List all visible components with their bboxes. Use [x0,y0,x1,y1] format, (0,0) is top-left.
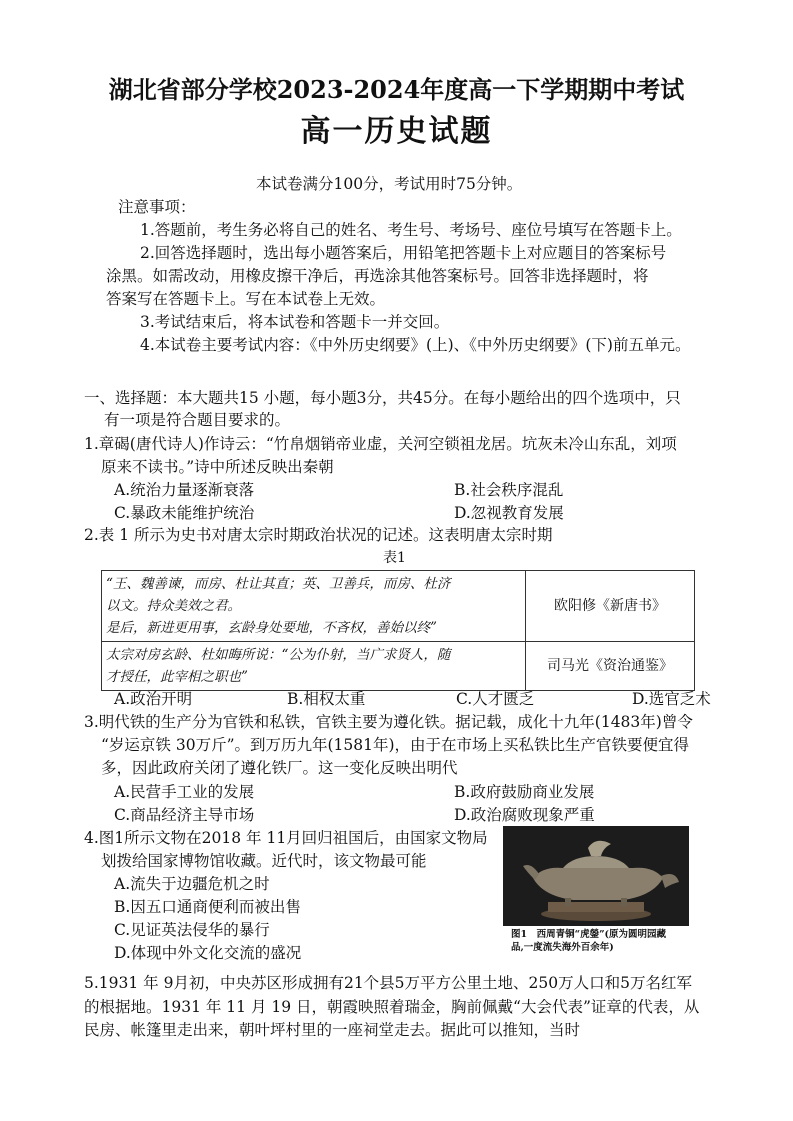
q3-option-a: A.民营手工业的发展 [114,783,255,801]
q2-stem: 2.表 1 所示为史书对唐太宗时期政治状况的记述。这表明唐太宗时期 [84,526,553,544]
q3-stem: 3.明代铁的生产分为官铁和私铁，官铁主要为遵化铁。据记载，成化十九年(1483年)曾令 [84,713,693,731]
exam-title: 湖北省部分学校2023-2024年度高一下学期期中考试 [108,75,685,104]
q3-option-c: C.商品经济主导市场 [114,806,255,824]
q2-option-a: A.政治开明 [114,690,193,708]
notice-item-2: 2.回答选择题时，选出每小题答案后，用铅笔把答题卡上对应题目的答案标号 [140,244,667,262]
table-cell-source: 欧阳修《新唐书》 [526,571,695,642]
q4-option-a: A.流失于边疆危机之时 [114,875,270,893]
quote-line: 才授任，此宰相之职也” [106,669,248,685]
table-cell-source: 司马光《资治通鉴》 [526,642,695,691]
q4-option-d: D.体现中外文化交流的盛况 [114,944,302,962]
table-row [102,642,695,691]
q1-option-b: B.社会秩序混乱 [454,481,564,499]
notice-item-2-cont: 涂黑。如需改动，用橡皮擦干净后，再选涂其他答案标号。回答非选择题时，将 [106,267,649,285]
notice-item-1: 1.答题前，考生务必将自己的姓名、考生号、考场号、座位号填写在答题卡上。 [140,221,682,239]
q1-stem-cont: 原来不读书。”诗中所述反映出秦朝 [101,458,334,476]
q2-option-b: B.相权太重 [287,690,366,708]
q2-option-c: C.人才匮乏 [456,690,535,708]
bronze-artifact-image [503,826,689,926]
table-title: 表1 [383,550,406,566]
q4-option-c: C.见证英法侵华的暴行 [114,921,270,939]
history-table [101,570,695,691]
q5-stem: 5.1931 年 9月初，中央苏区形成拥有21个县5万平方公里土地、250万人口和5万名红军 [84,974,692,992]
q2-option-d: D.选官乏术 [632,690,711,708]
q3-stem-end: 多，因此政府关闭了遵化铁厂。这一变化反映出明代 [101,759,458,777]
table-row [102,571,695,642]
score-line: 本试卷满分100分，考试用时75分钟。 [256,175,523,193]
q1-option-c: C.暴政未能维护统治 [114,504,255,522]
notice-item-4: 4.本试卷主要考试内容：《中外历史纲要》(上)、《中外历史纲要》(下)前五单元。 [140,336,691,354]
table-cell-quote [102,571,526,642]
notice-item-3: 3.考试结束后，将本试卷和答题卡一并交回。 [140,313,450,331]
quote-line: 太宗对房玄龄、杜如晦所说：“公为仆射，当广求贤人，随 [106,647,451,663]
q4-stem: 4.图1所示文物在2018 年 11月回归祖国后，由国家文物局 [84,829,488,847]
caption-line: 品,一度流失海外百余年) [511,942,614,953]
caption-line: 图1 西周青铜“虎鎣”(原为圆明园藏 [511,929,667,940]
figure-caption [511,928,696,954]
notice-title: 注意事项： [118,198,196,216]
quote-line: 是后，新进更用事，玄龄身处要地，不吝权，善始以终” [106,620,437,636]
section-heading: 一、选择题：本大题共15 小题，每小题3分，共45分。在每小题给出的四个选项中，只 [84,389,681,407]
q1-option-d: D.忽视教育发展 [454,504,564,522]
q5-stem-end: 民房、帐篷里走出来，朝叶坪村里的一座祠堂走去。据此可以推知，当时 [84,1021,581,1039]
notice-item-2-end: 答案写在答题卡上。写在本试卷上无效。 [106,290,386,308]
table-cell-quote [102,642,526,691]
bronze-vessel-illustration [503,826,689,926]
exam-subtitle: 高一历史试题 [300,114,493,149]
q5-stem-cont: 的根据地。1931 年 11 月 19 日，朝霞映照着瑞金，胸前佩戴“大会代表”证章的代表，从 [84,998,700,1016]
q1-stem: 1.章碣(唐代诗人)作诗云：“竹帛烟销帝业虚，关河空锁祖龙居。坑灰未冷山东乱，刘项 [84,435,677,453]
q1-option-a: A.统治力量逐渐衰落 [114,481,255,499]
q3-option-d: D.政治腐败现象严重 [454,806,595,824]
q4-stem-cont: 划拨给国家博物馆收藏。近代时，该文物最可能 [101,852,427,870]
q4-option-b: B.因五口通商便利而被出售 [114,898,301,916]
q3-option-b: B.政府鼓励商业发展 [454,783,595,801]
q3-stem-cont: “岁运京铁 30万斤”。到万历九年(1581年)，由于在市场上买私铁比生产官铁要便宜得 [101,736,690,754]
quote-line: “王、魏善谏，而房、杜让其直；英、卫善兵，而房、杜济 [106,576,451,592]
section-heading-cont: 有一项是符合题目要求的。 [104,411,291,429]
quote-line: 以文。持众美效之君。 [106,598,241,614]
